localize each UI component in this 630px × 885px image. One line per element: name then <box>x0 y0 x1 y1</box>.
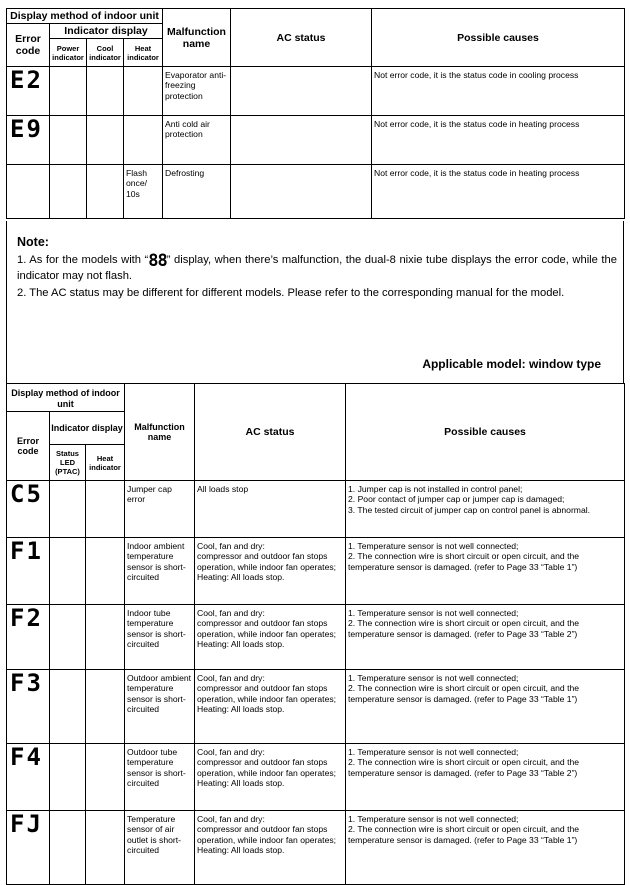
table-row <box>7 605 625 670</box>
error-code-blank <box>7 165 50 219</box>
cool-cell <box>87 165 124 219</box>
possible-causes: 1. Temperature sensor is not well connected; 2. The connection wire is short circuit or open circuit, and the temperature sensor is damaged. (refer to Page 33 “Table 2”) <box>346 744 625 811</box>
table-row <box>7 165 625 219</box>
display-method-header: Display method of indoor unit <box>7 9 163 24</box>
heat-cell <box>86 481 125 538</box>
heat-cell <box>86 605 125 670</box>
table-row <box>7 116 625 165</box>
heat-cell <box>124 67 163 116</box>
error-code-f2: F2 <box>7 605 50 670</box>
malfunction-name: Outdoor ambient temperature sensor is short-circuited <box>125 670 195 744</box>
malfunction-name: Temperature sensor of air outlet is short-circuited <box>125 811 195 885</box>
malfunction-name: Jumper cap error <box>125 481 195 538</box>
malfunction-name: Defrosting <box>163 165 231 219</box>
heat-indicator-header: Heat indicator <box>86 445 125 481</box>
status-led-header: Status LED (PTAC) <box>50 445 86 481</box>
table-row <box>7 481 625 538</box>
heat-cell <box>86 811 125 885</box>
possible-causes: Not error code, it is the status code in heating process <box>372 165 625 219</box>
possible-causes: 1. Temperature sensor is not well connected; 2. The connection wire is short circuit or open circuit, and the temperature sensor is damaged. (refer to Page 33 “Table 1”) <box>346 811 625 885</box>
ac-status-header: AC status <box>231 9 372 67</box>
error-code-e9: E9 <box>7 116 50 165</box>
power-indicator-header: Power indicator <box>50 39 87 67</box>
note-item-1-text-a: 1. As for the models with “ <box>17 254 149 266</box>
heat-cell <box>86 670 125 744</box>
power-cell <box>50 67 87 116</box>
note-title: Note: <box>17 235 49 249</box>
possible-causes: 1. Temperature sensor is not well connected; 2. The connection wire is short circuit or open circuit, and the temperature sensor is damaged. (refer to Page 33 “Table 2”) <box>346 605 625 670</box>
malfunction-name: Anti cold air protection <box>163 116 231 165</box>
power-cell <box>50 165 87 219</box>
possible-causes: 1. Temperature sensor is not well connected; 2. The connection wire is short circuit or open circuit, and the temperature sensor is damaged. (refer to Page 33 “Table 1”) <box>346 670 625 744</box>
ac-status <box>231 165 372 219</box>
malfunction-name-header: Malfunction name <box>163 9 231 67</box>
malfunction-name-header: Malfunction name <box>125 384 195 481</box>
indicator-display-header: Indicator display <box>50 24 163 39</box>
possible-causes-header: Possible causes <box>346 384 625 481</box>
possible-causes: 1. Temperature sensor is not well connected; 2. The connection wire is short circuit or open circuit, and the temperature sensor is damaged. (refer to Page 33 “Table 1”) <box>346 538 625 605</box>
cool-cell <box>87 116 124 165</box>
status-led-cell <box>50 670 86 744</box>
table-row <box>7 744 625 811</box>
error-code-c5: C5 <box>7 481 50 538</box>
table-row <box>7 670 625 744</box>
applicable-model: Applicable model: window type <box>422 357 601 371</box>
error-code-header: Error code <box>7 24 50 67</box>
power-cell <box>50 116 87 165</box>
heat-cell <box>124 116 163 165</box>
display-method-header: Display method of indoor unit <box>7 384 125 412</box>
error-code-f4: F4 <box>7 744 50 811</box>
ac-status: Cool, fan and dry: compressor and outdoor fan stops operation, while indoor fan operates; Heating: All loads stop. <box>195 670 346 744</box>
error-code-table-1 <box>6 8 625 219</box>
error-code-fj: FJ <box>7 811 50 885</box>
ac-status: All loads stop <box>195 481 346 538</box>
table-row <box>7 811 625 885</box>
heat-cell <box>86 538 125 605</box>
status-led-cell <box>50 744 86 811</box>
note-section <box>6 221 624 383</box>
error-code-f3: F3 <box>7 670 50 744</box>
ac-status: Cool, fan and dry: compressor and outdoor fan stops operation, while indoor fan operates; Heating: All loads stop. <box>195 605 346 670</box>
status-led-cell <box>50 481 86 538</box>
possible-causes-header: Possible causes <box>372 9 625 67</box>
malfunction-name: Indoor ambient temperature sensor is short-circuited <box>125 538 195 605</box>
possible-causes: 1. Jumper cap is not installed in control panel; 2. Poor contact of jumper cap or jumper cap is damaged; 3. The tested circuit of jumper cap on control panel is abnormal. <box>346 481 625 538</box>
note-item-1 <box>17 252 617 284</box>
heat-cell <box>86 744 125 811</box>
ac-status <box>231 116 372 165</box>
ac-status: Cool, fan and dry: compressor and outdoor fan stops operation, while indoor fan operates; Heating: All loads stop. <box>195 811 346 885</box>
malfunction-name: Evaporator anti-freezing protection <box>163 67 231 116</box>
possible-causes: Not error code, it is the status code in heating process <box>372 116 625 165</box>
status-led-cell <box>50 538 86 605</box>
malfunction-name: Outdoor tube temperature sensor is short-circuited <box>125 744 195 811</box>
indicator-display-header: Indicator display <box>50 412 125 445</box>
table-row <box>7 538 625 605</box>
error-code-e2: E2 <box>7 67 50 116</box>
dual-8-digits-icon: 88 <box>148 251 167 271</box>
error-code-table-2 <box>6 383 625 885</box>
error-code-f1: F1 <box>7 538 50 605</box>
cool-indicator-header: Cool indicator <box>87 39 124 67</box>
ac-status-header: AC status <box>195 384 346 481</box>
heat-cell: Flash once/ 10s <box>124 165 163 219</box>
heat-indicator-header: Heat indicator <box>124 39 163 67</box>
error-code-header: Error code <box>7 412 50 481</box>
possible-causes: Not error code, it is the status code in cooling process <box>372 67 625 116</box>
malfunction-name: Indoor tube temperature sensor is short-circuited <box>125 605 195 670</box>
ac-status <box>231 67 372 116</box>
note-item-1-text-b: ” display, when there’s malfunction, the dual-8 nixie tube displays the error code, while the indicator may not flash. <box>17 254 617 282</box>
table-row <box>7 67 625 116</box>
cool-cell <box>87 67 124 116</box>
ac-status: Cool, fan and dry: compressor and outdoor fan stops operation, while indoor fan operates; Heating: All loads stop. <box>195 538 346 605</box>
status-led-cell <box>50 605 86 670</box>
status-led-cell <box>50 811 86 885</box>
note-item-2: 2. The AC status may be different for different models. Please refer to the corresponding manual for the model. <box>17 287 565 299</box>
ac-status: Cool, fan and dry: compressor and outdoor fan stops operation, while indoor fan operates; Heating: All loads stop. <box>195 744 346 811</box>
